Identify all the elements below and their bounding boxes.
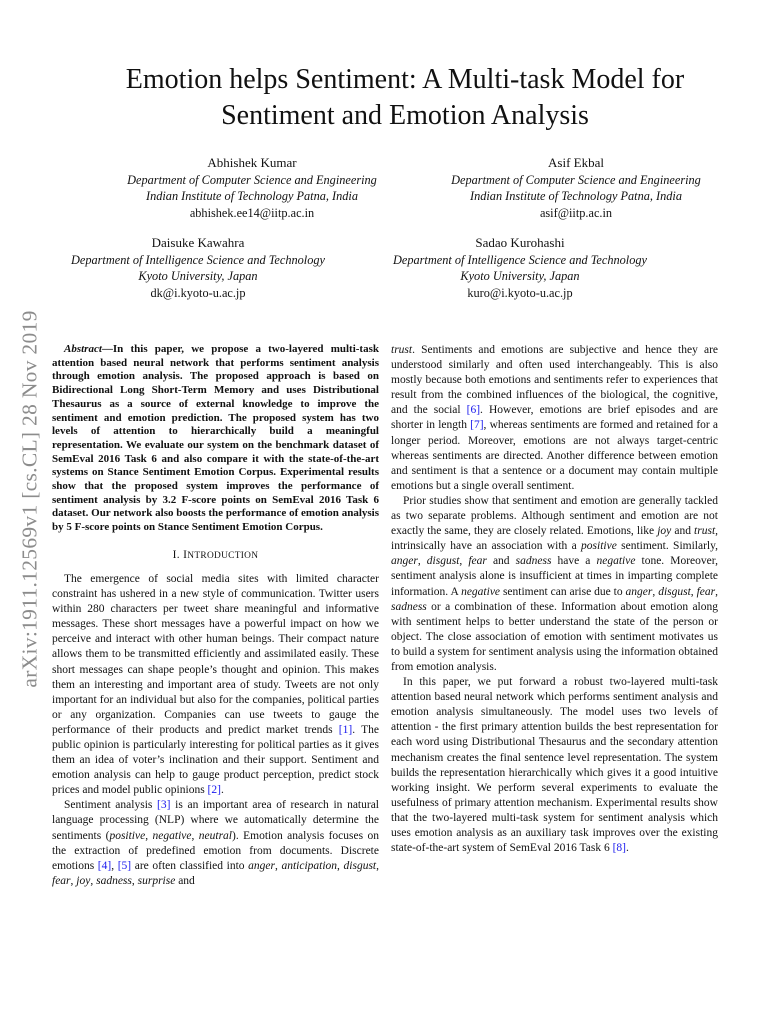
intro-paragraph-1: The emergence of social media sites with limited character constraint has ushered in a new style of communication. Twitter users within 280 characters per tweet share meaningful and informative messages. These short messages have a powerful impact on how we perceive and interact with other human beings. Their compact nature allows them to be transmitted efficiently and assimilated easily. These short messages can shape people’s thought and opinion. This makes them an interesting and important area of study. Tweets are not only important for an individual but also for the companies, political parties or any organization. Companies can use tweets to gauge the performance of their products and predict market trends [1]. The public opinion is particularly interesting for political parties as it gives them an idea of voter’s inclination and their support. Sentiment and emotion analysis can help to gauge product perception, predict stock prices and model public opinions [2]. xyxy=(52,572,379,797)
author-institution: Indian Institute of Technology Patna, India xyxy=(146,189,358,203)
author-email[interactable]: kuro@i.kyoto-u.ac.jp xyxy=(467,285,573,300)
author-department: Department of Computer Science and Engineering xyxy=(451,172,701,187)
citation-link[interactable]: [3] xyxy=(157,799,171,812)
abstract xyxy=(52,343,379,535)
abstract-text: —In this paper, we propose a two-layered multi-task attention based neural network that performs sentiment analysis through emotion analysis. The proposed approach is based on Bidirectional Long Short-Term Memory and uses Distributional Thesaurus as a source of external knowledge to improve the sentiment and emotion prediction. The proposed system has two levels of attention to hierarchically build a meaningful representation. We evaluate our system on the benchmark dataset of SemEval 2016 Task 6 and also compare it with the state-of-the-art systems on Stance Sentiment Emotion Corpus. Experimental results show that the proposed system improves the performance of sentiment analysis by 3.2 F-score points on SemEval 2016 Task 6 dataset. Our network also boosts the performance of emotion analysis by 5 F-score points on Stance Sentiment Emotion Corpus. xyxy=(52,343,379,534)
right-column xyxy=(391,343,718,856)
author-department: Department of Intelligence Science and Technology xyxy=(393,252,647,267)
citation-link[interactable]: [2] xyxy=(207,784,221,797)
author-name: Asif Ekbal xyxy=(548,155,604,170)
left-column xyxy=(52,343,379,889)
author-institution: Kyoto University, Japan xyxy=(460,269,580,283)
paper-title xyxy=(60,62,750,134)
arxiv-identifier xyxy=(18,268,42,730)
citation-link[interactable]: [6] xyxy=(466,404,481,417)
author-name: Sadao Kurohashi xyxy=(475,235,565,250)
author-email[interactable]: abhishek.ee14@iitp.ac.in xyxy=(189,205,315,220)
body-paragraph-prior-studies: Prior studies show that sentiment and emotion are generally tackled as two separate problems. Although sentiment and emotion are not exactly the same, they are closely related. Emotions, like joy and trust, intrinsically have an association with a positive sentiment. Similarly, anger, disgust, fear and sadness have a negative tone. Moreover, sentiment analysis alone is insufficient at times in imparting complete information. A negative sentiment can arise due to anger, disgust, fear, sadness or a combination of these. Information about emotion along with sentiment helps to better understand the state of the person or object. The close association of emotion with sentiment motivates us to build a system for sentiment analysis using the information obtained from emotion analysis. xyxy=(391,494,719,673)
arxiv-identifier-text: arXiv:1911.12569v1 [cs.CL] 28 Nov 2019 xyxy=(17,310,42,688)
citation-link[interactable]: [4] xyxy=(97,859,112,872)
body-paragraph-continued: trust. Sentiments and emotions are subjective and hence they are understood similarly and often used interchangeably. This is also mostly because both emotions and sentiments refer to experiences that result from the combined influences of the biological, the cognitive, and the social [6]. However, emotions are brief episodes and are shorter in length [7], whereas sentiments are formed and retained for a longer period. Moreover, emotions are not always target-centric whereas sentiments are directed. Another difference between emotion and sentiment is that a sentence or a document may contain multiple emotions but a single overall sentiment. xyxy=(391,344,718,492)
author-block-4 xyxy=(364,235,676,301)
paper-title-line-2: Sentiment and Emotion Analysis xyxy=(221,100,589,131)
citation-link[interactable]: [7] xyxy=(470,419,484,432)
body-paragraph-contribution: In this paper, we put forward a robust two-layered multi-task attention based neural network which performs sentiment analysis and emotion analysis simultaneously. The model uses two levels of attention - the first primary attention builds the best representation for each word using Distributional Thesaurus and the secondary attention mechanism creates the final sentence level representation. The system builds the representation hierarchically which gives it a good intuitive working insight. We perform several experiments to evaluate the usefulness of primary attention mechanism. Experimental results show that the two-layered multi-task system for sentiment analysis which uses emotion analysis as an auxiliary task improves over the existing state-of-the-art system of SemEval 2016 Task 6 [8]. xyxy=(391,676,718,855)
author-block-3 xyxy=(42,235,354,301)
paper-title-line-1: Emotion helps Sentiment: A Multi-task Model for xyxy=(125,64,685,95)
intro-paragraph-2: Sentiment analysis [3] is an important area of research in natural language processing (NLP) where we automatically determine the sentiments (positive, negative, neutral). Emotion analysis focuses on the extraction of predefined emotion from documents. Discrete emotions [4], [5] are often classified into anger, anticipation, disgust, fear, joy, sadness, surprise and xyxy=(52,799,380,887)
author-name: Daisuke Kawahra xyxy=(151,235,245,250)
citation-link[interactable]: [1] xyxy=(338,723,353,736)
author-email[interactable]: asif@iitp.ac.in xyxy=(539,205,613,220)
author-department: Department of Computer Science and Engineering xyxy=(127,172,377,187)
author-email[interactable]: dk@i.kyoto-u.ac.jp xyxy=(150,285,246,300)
author-institution: Kyoto University, Japan xyxy=(138,269,258,283)
section-heading-introduction: I. INTRODUCTION xyxy=(172,548,259,561)
author-block-1 xyxy=(100,155,404,221)
abstract-label: Abstract xyxy=(64,343,102,355)
author-name: Abhishek Kumar xyxy=(207,155,297,170)
author-institution: Indian Institute of Technology Patna, India xyxy=(470,189,682,203)
author-department: Department of Intelligence Science and Technology xyxy=(71,252,325,267)
author-block-2 xyxy=(424,155,728,221)
citation-link[interactable]: [8] xyxy=(612,842,627,855)
citation-link[interactable]: [5] xyxy=(117,859,132,872)
